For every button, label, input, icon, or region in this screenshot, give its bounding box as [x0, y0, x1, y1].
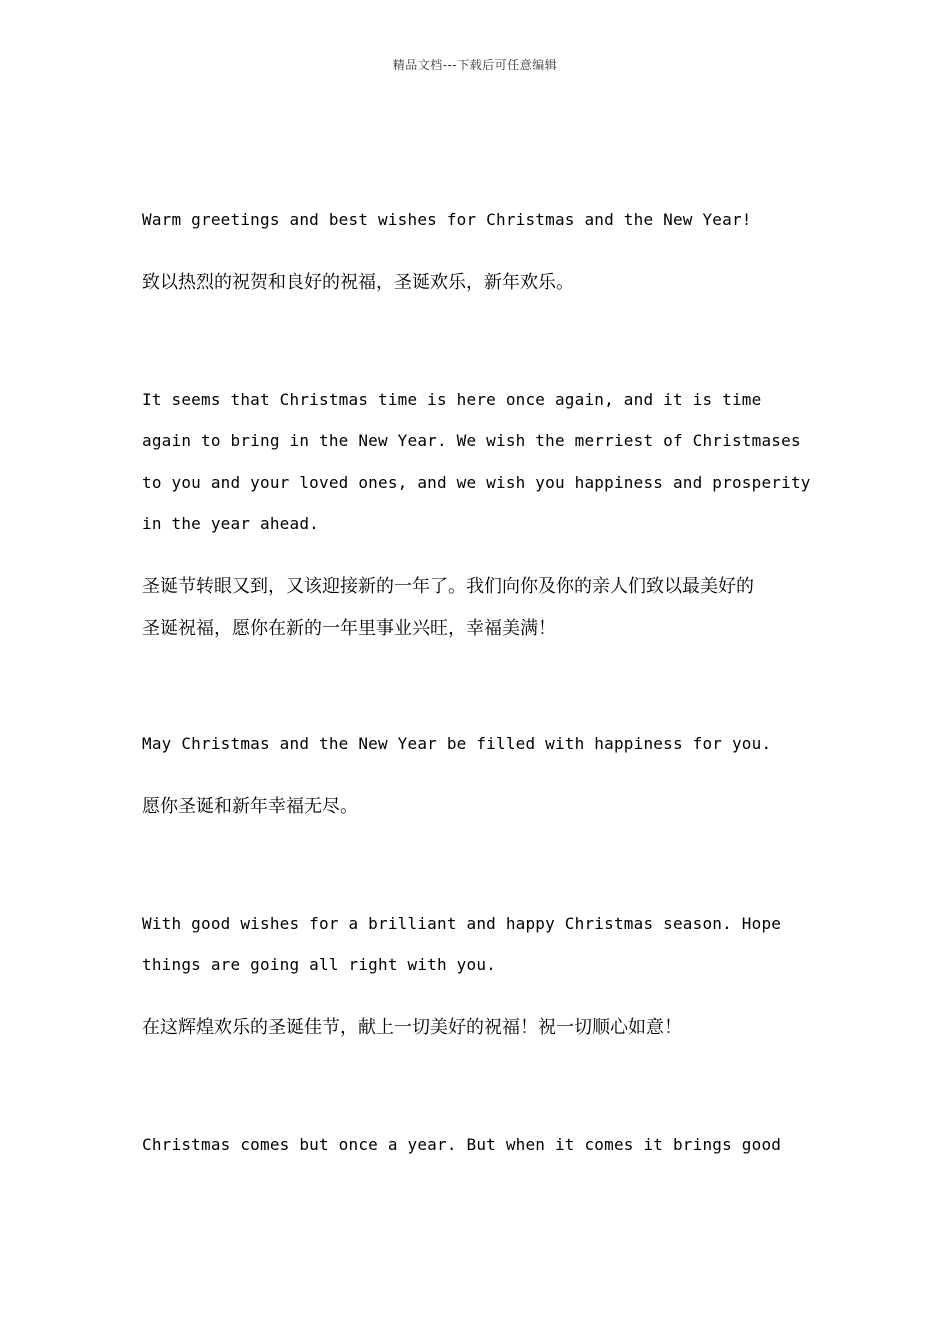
greeting-4-english-line-2: things are going all right with you. — [142, 955, 496, 974]
greeting-3-chinese-line-1: 愿你圣诞和新年幸福无尽。 — [142, 796, 358, 817]
greeting-2-english-line-4: in the year ahead. — [142, 514, 319, 533]
page-header: 精品文档---下载后可任意编辑 — [392, 58, 558, 72]
greeting-5-english-line-1: Christmas comes but once a year. But when it comes it brings good — [142, 1135, 782, 1154]
greeting-2-english-line-3: to you and your loved ones, and we wish you happiness and prosperity — [142, 473, 811, 492]
greeting-1-chinese-line-1: 致以热烈的祝贺和良好的祝福，圣诞欢乐，新年欢乐。 — [142, 272, 574, 293]
greeting-2-chinese-line-2: 圣诞祝福，愿你在新的一年里事业兴旺，幸福美满！ — [142, 618, 556, 639]
greeting-2-english-line-1: It seems that Christmas time is here once again, and it is time — [142, 390, 762, 409]
greeting-4-chinese-line-1: 在这辉煌欢乐的圣诞佳节，献上一切美好的祝福！祝一切顺心如意！ — [142, 1017, 682, 1038]
greeting-1-english-line-1: Warm greetings and best wishes for Christmas and the New Year! — [142, 210, 752, 229]
greeting-2-chinese-line-1: 圣诞节转眼又到，又该迎接新的一年了。我们向你及你的亲人们致以最美好的 — [142, 576, 754, 597]
greeting-3-english-line-1: May Christmas and the New Year be filled with happiness for you. — [142, 734, 772, 753]
greeting-4-english-line-1: With good wishes for a brilliant and happy Christmas season. Hope — [142, 914, 782, 933]
greeting-2-english-line-2: again to bring in the New Year. We wish the merriest of Christmases — [142, 431, 801, 450]
